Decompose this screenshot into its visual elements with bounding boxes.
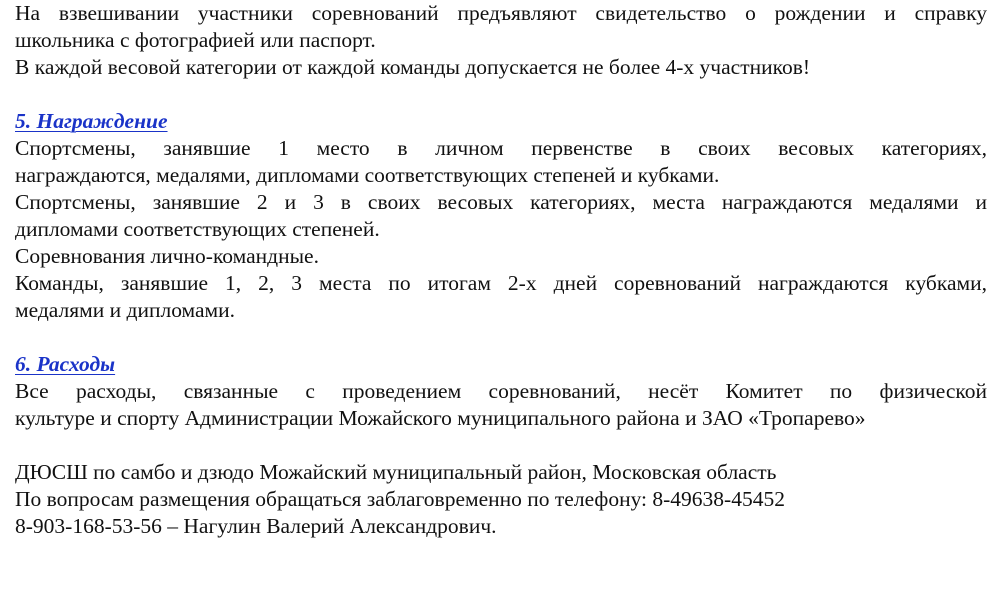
section-5-p1-line-2: награждаются, медалями, дипломами соответствующих степеней и кубками. xyxy=(15,163,720,187)
spacer xyxy=(15,432,987,459)
intro-line-2: школьника с фотографией или паспорт. xyxy=(15,28,376,52)
section-5-p4-line-2: медалями и дипломами. xyxy=(15,298,236,322)
section-5-p2-line-2: дипломами соответствующих степеней. xyxy=(15,217,380,241)
intro-line-3: В каждой весовой категории от каждой команды допускается не более 4-х участников! xyxy=(15,55,811,79)
contacts-line-3: 8-903-168-53-56 – Нагулин Валерий Александрович. xyxy=(15,514,497,538)
section-5-p1-line-1: Спортсмены, занявшие 1 место в личном первенстве в своих весовых категориях, xyxy=(15,136,987,160)
contacts-line-2: По вопросам размещения обращаться заблаговременно по телефону: 8-49638-45452 xyxy=(15,487,785,511)
section-5-p4-line-1: Команды, занявшие 1, 2, 3 места по итогам 2-х дней соревнований награждаются кубками, xyxy=(15,271,987,295)
section-5-paragraph-3 xyxy=(15,243,987,270)
spacer xyxy=(15,81,987,108)
intro-paragraph xyxy=(15,0,987,81)
contacts-line-1: ДЮСШ по самбо и дзюдо Можайский муниципальный район, Московская область xyxy=(15,460,777,484)
section-6-p1-line-2: культуре и спорту Администрации Можайского муниципального района и ЗАО «Тропарево» xyxy=(15,406,866,430)
section-5-paragraph-4 xyxy=(15,270,987,324)
section-5-heading: 5. Награждение xyxy=(15,109,168,133)
contacts-paragraph xyxy=(15,459,987,540)
section-5-p2-line-1: Спортсмены, занявшие 2 и 3 в своих весовых категориях, места награждаются медалями и xyxy=(15,190,987,214)
section-6-p1-line-1: Все расходы, связанные с проведением соревнований, несёт Комитет по физической xyxy=(15,379,987,403)
intro-line-1: На взвешивании участники соревнований предъявляют свидетельство о рождении и справку xyxy=(15,1,987,25)
spacer xyxy=(15,324,987,351)
section-5-paragraph-2 xyxy=(15,189,987,243)
section-5-p3-line-1: Соревнования лично-командные. xyxy=(15,244,319,268)
section-6-paragraph-1 xyxy=(15,378,987,432)
section-5-paragraph-1 xyxy=(15,135,987,189)
document-page xyxy=(15,0,987,540)
section-6-heading: 6. Расходы xyxy=(15,352,116,376)
